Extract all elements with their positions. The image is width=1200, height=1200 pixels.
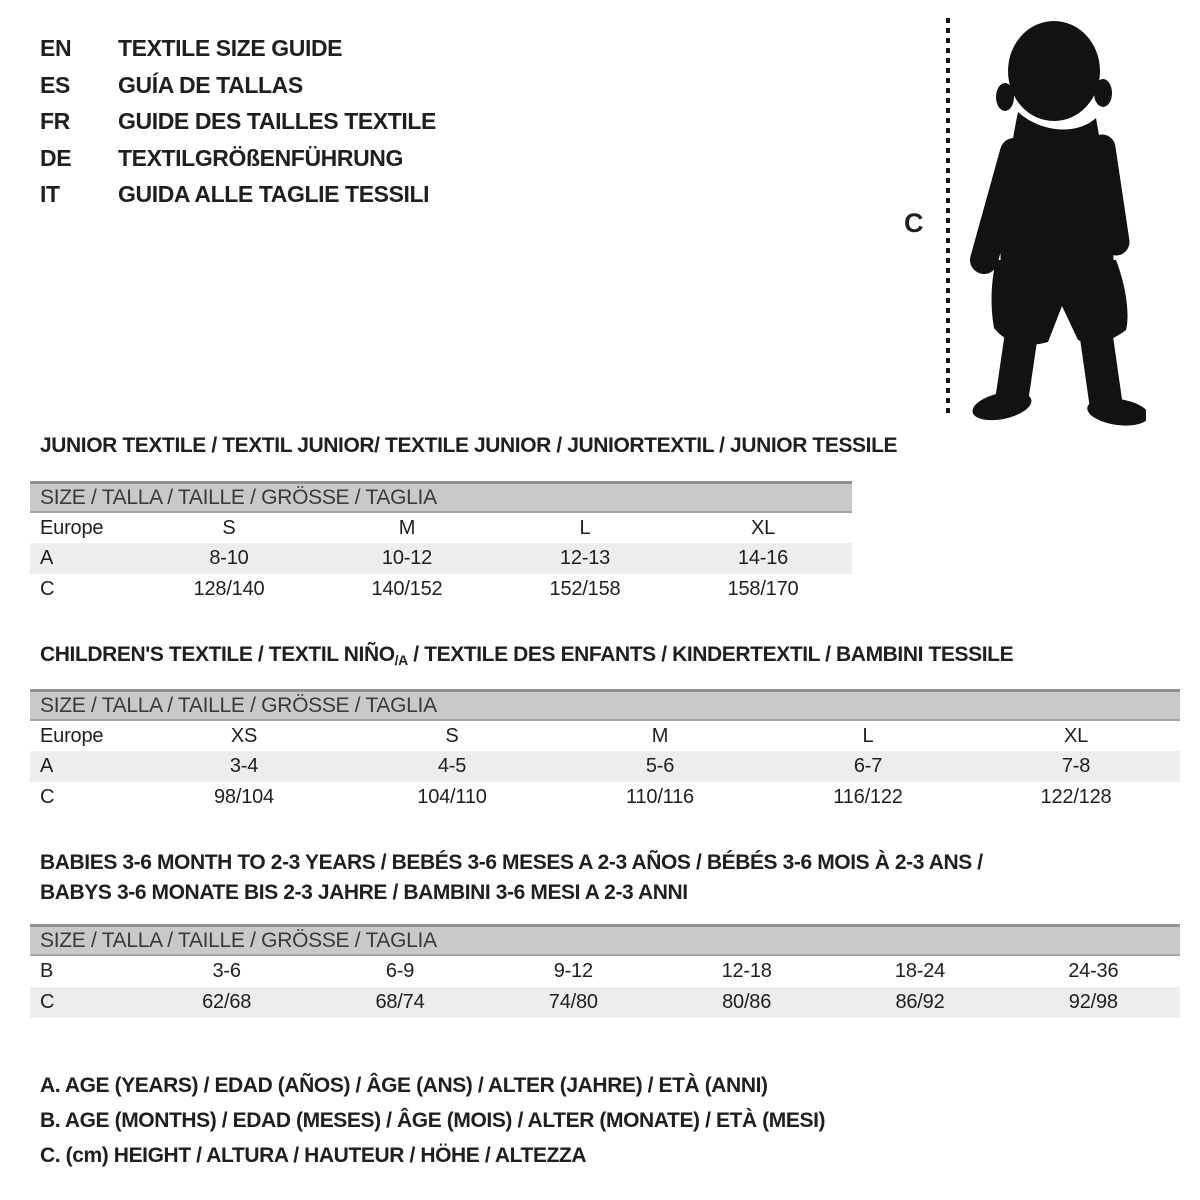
babies-title-line2: BABYS 3-6 MONATE BIS 2-3 JAHRE / BAMBINI 3-6 MESI A 2-3 ANNI — [40, 881, 688, 904]
language-code: ES — [40, 71, 70, 98]
value-cell: 5-6 — [645, 755, 675, 777]
babies-title-line1: BABIES 3-6 MONTH TO 2-3 YEARS / BEBÉS 3-6 MESES A 2-3 AÑOS / BÉBÉS 3-6 MOIS À 2-3 ANS / — [40, 851, 983, 874]
language-title: GUÍA DE TALLAS — [118, 71, 303, 98]
size-column: S — [222, 516, 236, 539]
value-cell: 8-10 — [209, 547, 249, 569]
children-title-text: / TEXTILE DES ENFANTS / KINDERTEXTIL / BAMBINI TESSILE — [407, 643, 1014, 666]
language-code: DE — [40, 144, 72, 171]
value-cell: 24-36 — [1068, 960, 1119, 982]
value-cell: 12-18 — [721, 960, 772, 982]
value-cell: 92/98 — [1068, 991, 1118, 1013]
value-cell: 98/104 — [214, 786, 274, 808]
value-cell: 9-12 — [553, 960, 593, 982]
size-column: S — [445, 724, 459, 747]
value-cell: 62/68 — [202, 991, 252, 1013]
row-label: B — [40, 960, 54, 982]
row-label: C — [40, 786, 55, 808]
age-months-row — [30, 956, 1180, 987]
value-cell: 152/158 — [549, 578, 621, 600]
babies-section-title — [40, 848, 983, 908]
language-code: EN — [40, 35, 72, 61]
value-cell: 74/80 — [548, 991, 598, 1013]
value-cell: 116/122 — [833, 786, 903, 808]
size-column: L — [862, 724, 874, 747]
children-section-title — [40, 643, 1013, 668]
language-title: GUIDE DES TAILLES TEXTILE — [118, 108, 436, 134]
height-cm-row — [30, 987, 1180, 1018]
legend-line-a: A. AGE (YEARS) / EDAD (AÑOS) / ÂGE (ANS) / ALTER (JAHRE) / ETÀ (ANNI) — [40, 1074, 768, 1097]
size-column: XL — [750, 516, 776, 539]
language-row — [40, 140, 436, 177]
size-column: L — [579, 516, 591, 539]
measure-legend — [40, 1068, 825, 1173]
value-cell: 3-6 — [212, 960, 241, 982]
language-code: FR — [40, 108, 70, 134]
size-column: XL — [1063, 724, 1089, 747]
size-columns-row — [30, 513, 852, 543]
language-title: GUIDA ALLE TAGLIE TESSILI — [118, 181, 430, 207]
size-header-bar: SIZE / TALLA / TAILLE / GRÖSSE / TAGLIA — [30, 481, 852, 513]
value-cell: 68/74 — [375, 991, 425, 1013]
value-cell: 10-12 — [381, 547, 433, 569]
value-cell: 110/116 — [626, 786, 694, 808]
region-label: Europe — [40, 516, 104, 539]
toddler-silhouette-icon — [960, 14, 1146, 426]
children-title-text: CHILDREN'S TEXTILE / TEXTIL NIÑO — [40, 643, 395, 666]
value-cell: 80/86 — [722, 991, 772, 1013]
language-title-list — [40, 30, 436, 213]
language-row — [40, 176, 436, 213]
legend-line-b: B. AGE (MONTHS) / EDAD (MESES) / ÂGE (MOIS) / ALTER (MONATE) / ETÀ (MESI) — [40, 1109, 826, 1132]
children-size-table — [30, 689, 1180, 813]
value-cell: 6-9 — [385, 960, 415, 982]
value-cell: 122/128 — [1040, 786, 1112, 808]
row-label: C — [40, 991, 55, 1013]
value-cell: 128/140 — [193, 578, 265, 600]
value-cell: 158/170 — [727, 578, 799, 600]
babies-size-table — [30, 924, 1180, 1018]
size-header-bar: SIZE / TALLA / TAILLE / GRÖSSE / TAGLIA — [30, 689, 1180, 721]
value-cell: 104/110 — [417, 786, 487, 808]
language-row — [40, 67, 436, 104]
value-cell: 3-4 — [229, 755, 259, 777]
age-years-row — [30, 543, 852, 574]
height-cm-row — [30, 574, 852, 605]
size-columns-row — [30, 721, 1180, 751]
height-measure-dashed-line — [946, 18, 950, 416]
size-column: M — [398, 516, 416, 539]
size-column: M — [651, 724, 669, 747]
junior-size-table — [30, 481, 852, 605]
row-label: C — [40, 578, 55, 600]
value-cell: 6-7 — [853, 755, 883, 777]
size-header-bar: SIZE / TALLA / TAILLE / GRÖSSE / TAGLIA — [30, 924, 1180, 956]
legend-line-c: C. (cm) HEIGHT / ALTURA / HAUTEUR / HÖHE / ALTEZZA — [40, 1144, 587, 1167]
value-cell: 140/152 — [371, 578, 443, 600]
language-row — [40, 30, 436, 67]
region-label: Europe — [40, 724, 104, 747]
age-years-row — [30, 751, 1180, 782]
value-cell: 12-13 — [559, 547, 611, 569]
row-label: A — [40, 547, 54, 569]
language-title: TEXTILE SIZE GUIDE — [118, 35, 343, 61]
height-measure-label: C — [904, 208, 924, 238]
height-cm-row — [30, 782, 1180, 813]
junior-section-title: JUNIOR TEXTILE / TEXTIL JUNIOR/ TEXTILE JUNIOR / JUNIORTEXTIL / JUNIOR TESSILE — [40, 434, 898, 457]
language-title: TEXTILGRÖßENFÜHRUNG — [118, 144, 403, 171]
value-cell: 14-16 — [737, 547, 789, 569]
language-code: IT — [40, 181, 60, 207]
value-cell: 4-5 — [437, 755, 467, 777]
children-title-sub: /A — [394, 652, 408, 668]
row-label: A — [40, 755, 54, 777]
size-column: XS — [230, 724, 258, 747]
language-row — [40, 103, 436, 140]
value-cell: 86/92 — [895, 991, 945, 1013]
value-cell: 7-8 — [1061, 755, 1091, 777]
value-cell: 18-24 — [894, 960, 946, 982]
